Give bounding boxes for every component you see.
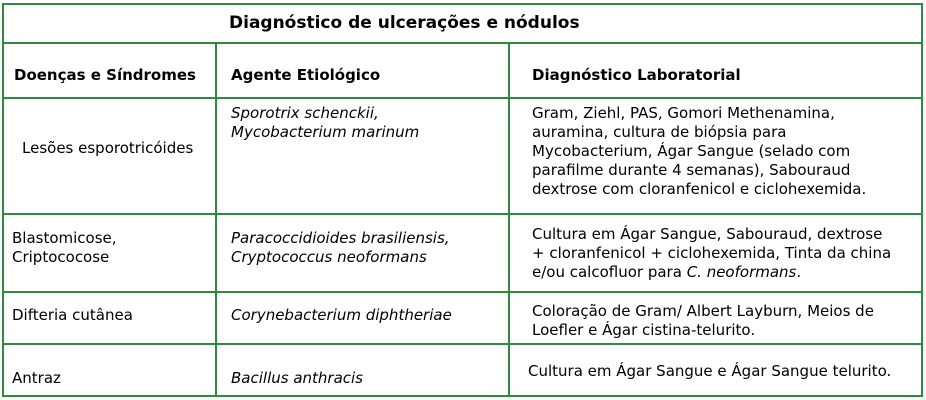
disease-name: Blastomicose, Criptococose xyxy=(12,229,117,266)
disease-cell xyxy=(4,215,217,291)
header-cell-diseases xyxy=(4,44,217,97)
header-cell-diagnosis xyxy=(510,44,921,97)
diagnosis-text xyxy=(532,225,891,282)
header-cell-agent xyxy=(217,44,510,97)
diagnosis-end: . xyxy=(796,263,802,281)
table-row xyxy=(4,215,921,293)
disease-name: Difteria cutânea xyxy=(12,306,133,324)
diagnosis-text: Gram, Ziehl, PAS, Gomori Methenamina, auramina, cultura de biópsia para Mycobacterium, Ágar Sangue (selado com parafilme durante 4 semanas), Sabouraud dextrose com cloranfenicol e ciclohexemida. xyxy=(532,104,867,198)
agent-cell xyxy=(217,215,510,291)
agent-name: Corynebacterium diphtheriae xyxy=(231,306,452,324)
disease-cell xyxy=(4,293,217,343)
disease-name: Antraz xyxy=(12,369,61,387)
disease-name: Lesões esporotricóides xyxy=(22,139,194,157)
diagnosis-cell xyxy=(510,345,921,395)
agent-name: Sporotrix schenckii, Mycobacterium marinum xyxy=(231,104,420,141)
table-title: Diagnóstico de ulcerações e nódulos xyxy=(229,13,580,33)
header-agent: Agente Etiológico xyxy=(231,66,381,84)
disease-cell xyxy=(4,99,217,213)
table-row xyxy=(4,345,921,395)
diagnosis-text: Coloração de Gram/ Albert Layburn, Meios de Loefler e Ágar cistina-telurito. xyxy=(532,302,874,339)
diagnosis-main: Cultura em Ágar Sangue, Sabouraud, dextrose + cloranfenicol + ciclohexemida, Tinta da china e/ou calcofluor para xyxy=(532,225,892,281)
header-row xyxy=(4,44,921,99)
header-diagnosis: Diagnóstico Laboratorial xyxy=(532,66,741,84)
diagnosis-species: C. neoformans xyxy=(686,263,797,281)
diagnosis-cell xyxy=(510,293,921,343)
header-diseases: Doenças e Síndromes xyxy=(14,66,196,84)
diagnosis-text: Cultura em Ágar Sangue e Ágar Sangue telurito. xyxy=(528,362,892,380)
table-row xyxy=(4,293,921,345)
diagnosis-table xyxy=(2,3,923,397)
table-title-row xyxy=(4,5,921,44)
table-row xyxy=(4,99,921,215)
agent-name: Paracoccidioides brasiliensis, Cryptococcus neoformans xyxy=(231,229,450,266)
agent-name: Bacillus anthracis xyxy=(231,369,363,387)
diagnosis-cell xyxy=(510,215,921,291)
disease-cell xyxy=(4,345,217,395)
agent-cell xyxy=(217,293,510,343)
agent-cell xyxy=(217,345,510,395)
diagnosis-cell xyxy=(510,99,921,213)
agent-cell xyxy=(217,99,510,213)
